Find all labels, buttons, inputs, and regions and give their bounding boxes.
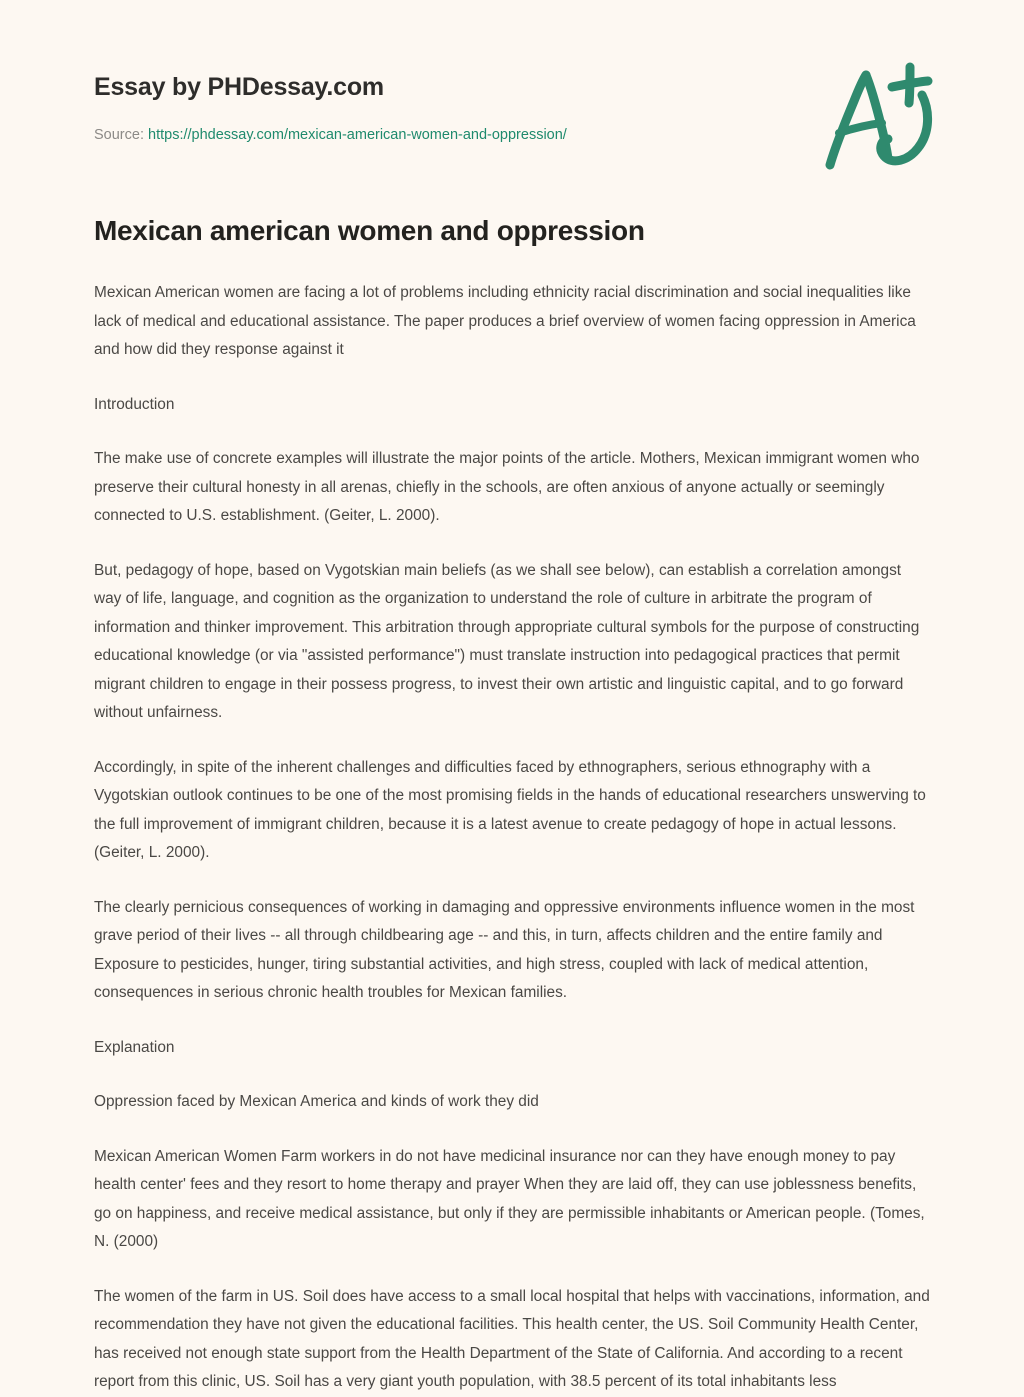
source-url-link[interactable]: https://phdessay.com/mexican-american-women-and-oppression/: [148, 127, 567, 143]
heading-introduction: Introduction: [94, 395, 175, 413]
paragraph-ethnography: Accordingly, in spite of the inherent challenges and difficulties faced by ethnographers, serious ethnography with a Vygotskian outlook continues to be one of the most promising fields in the hands of educational researchers unswerving to the full improvement of immigrant children, because it is a latest avenue to create pedagogy of hope in actual lessons. (Geiter, L. 2000).: [94, 758, 926, 862]
page-title: Mexican american women and oppression: [94, 215, 645, 246]
paragraph-farm-workers: Mexican American Women Farm workers in do not have medicinal insurance nor can they have enough money to pay health center' fees and they resort to home therapy and prayer When they are laid off, they can use joblessness benefits, go on happiness, and receive medical assistance, but only if they are permissible inhabitants or American people. (Tomes, N. (2000): [94, 1147, 925, 1251]
paragraph-health-center: The women of the farm in US. Soil does have access to a small local hospital that helps with vaccinations, information, and recommendation they have not given the educational facilities. This health center, the US. Soil Community Health Center, has received not enough state support from the Health Department of the State of California. And according to a recent report from this clinic, US. Soil has a very giant youth population, with 38.5 percent of its total inhabitants less: [94, 1287, 930, 1391]
brand-title: Essay by PHDessay.com: [94, 73, 384, 101]
source-line: [94, 125, 567, 145]
heading-explanation: Explanation: [94, 1038, 175, 1056]
paragraph-consequences: The clearly pernicious consequences of working in damaging and oppressive environments influence women in the most grave period of their lives -- all through childbearing age -- and this, in turn, affects children and the entire family and Exposure to pesticides, hunger, tiring substantial activities, and high stress, coupled with lack of medical attention, consequences in serious chronic health troubles for Mexican families.: [94, 898, 915, 1002]
paragraph-pedagogy-of-hope: But, pedagogy of hope, based on Vygotskian main beliefs (as we shall see below), can establish a correlation amongst way of life, language, and cognition as the organization to understand the role of culture in arbitrate the program of information and thinker improvement. This arbitration through appropriate cultural symbols for the purpose of constructing educational knowledge (or via "assisted performance") must translate instruction into pedagogical practices that permit migrant children to engage in their possess progress, to invest their own artistic and linguistic capital, and to go forward without unfairness.: [94, 561, 920, 722]
paragraph-intro-body: The make use of concrete examples will illustrate the major points of the article. Mothers, Mexican immigrant women who preserve their cultural honesty in all arenas, chiefly in the schools, are often anxious of anyone actually or seemingly connected to U.S. establishment. (Geiter, L. 2000).: [94, 450, 920, 525]
source-label: Source:: [94, 127, 144, 143]
essay-document: [94, 213, 932, 1397]
subheading-oppression-work: Oppression faced by Mexican America and kinds of work they did: [94, 1093, 539, 1111]
page-header: [0, 0, 1024, 200]
phdessay-a-plus-logo-icon: [818, 55, 948, 175]
paragraph-abstract: Mexican American women are facing a lot of problems including ethnicity racial discrimination and social inequalities like lack of medical and educational assistance. The paper produces a brief overview of women facing oppression in America and how did they response against it: [94, 284, 916, 359]
